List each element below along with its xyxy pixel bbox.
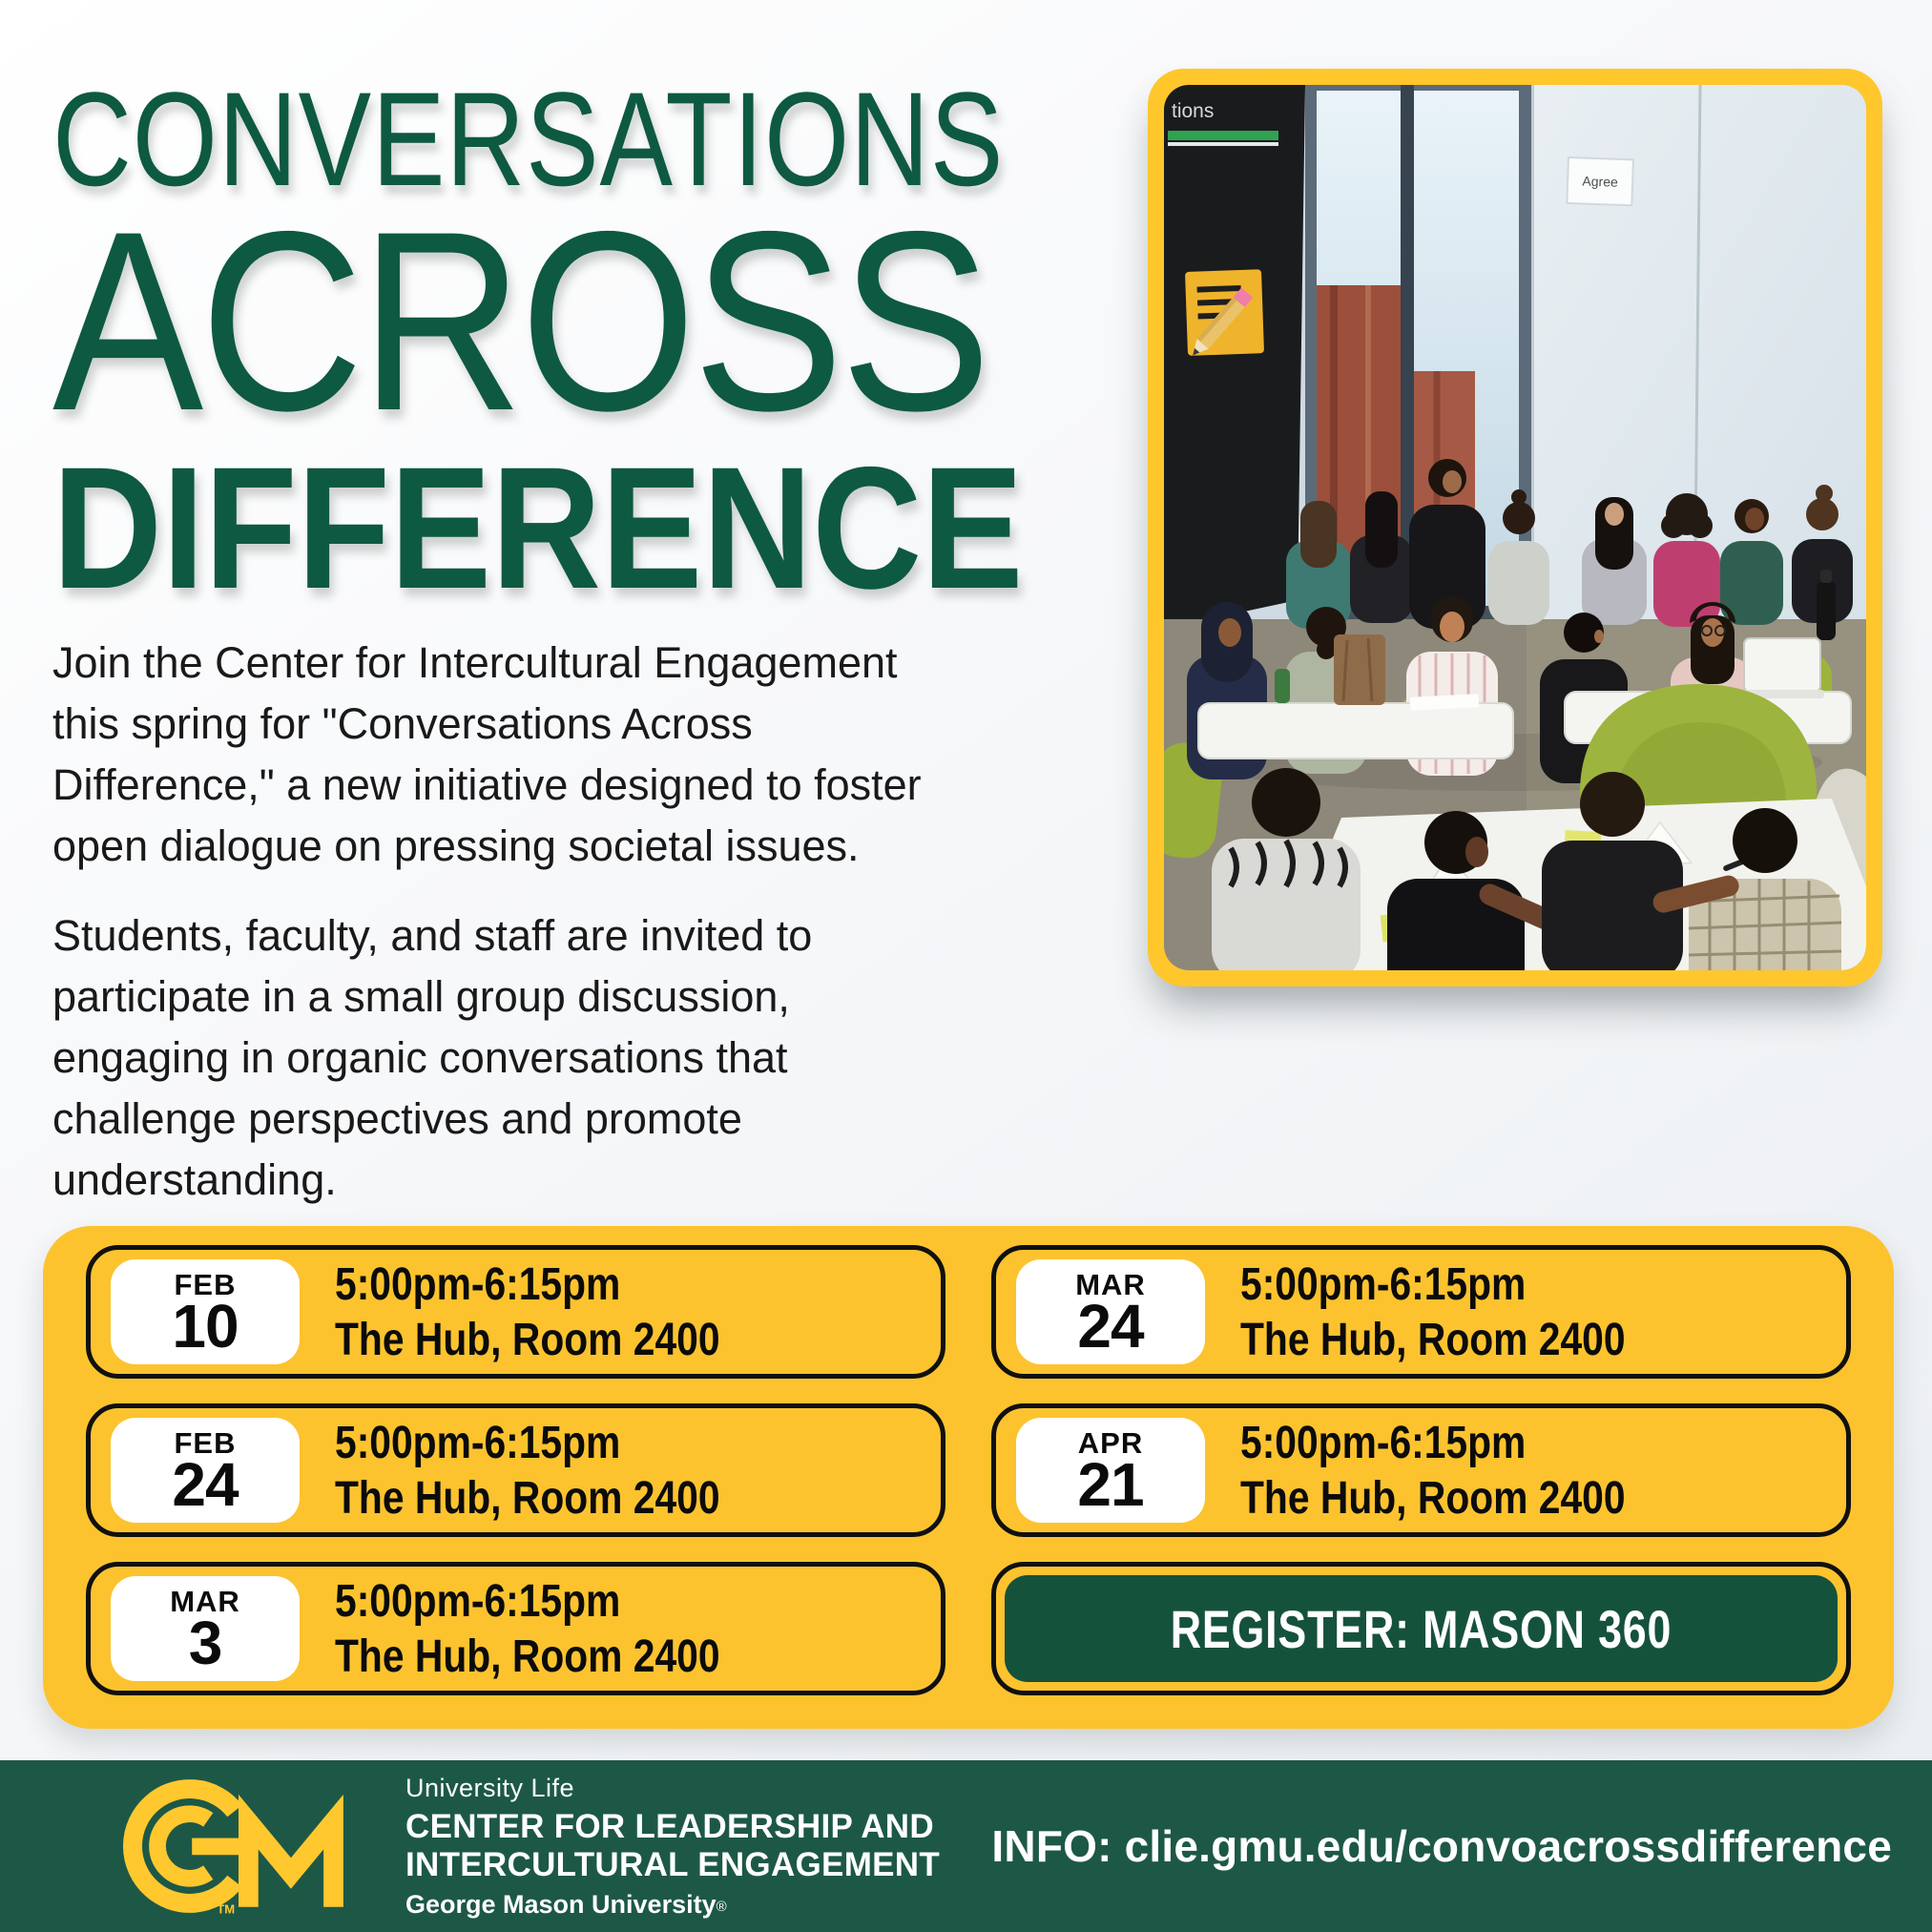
schedule-column-left [86,1245,945,1700]
footer-division: University Life [405,1773,575,1802]
date-box: APR 21 [1016,1418,1205,1523]
title-line-1: CONVERSATIONS [52,64,1005,214]
footer-org-block [405,1774,940,1920]
session-location: The Hub, Room 2400 [1240,1472,1626,1524]
date-box: FEB 24 [111,1418,300,1523]
register-button[interactable] [991,1562,1851,1695]
session-card-feb-24 [86,1403,945,1537]
svg-text:Agree: Agree [1582,173,1619,190]
svg-text:tions: tions [1172,100,1215,122]
classroom-photo [1164,85,1866,970]
register-button-face[interactable] [1005,1575,1838,1682]
schedule-panel [43,1226,1894,1729]
footer-info-url: INFO: clie.gmu.edu/convoacrossdifference [991,1821,1892,1871]
date-box: FEB 10 [111,1259,300,1364]
intro-paragraph-1: Join the Center for Intercultural Engagement this spring for "Conversations Across Difference," a new initiative designed to foster open dialogue on pressing societal issues. [52,638,922,870]
session-time: 5:00pm-6:15pm [335,1417,621,1468]
footer-org-line-1: CENTER FOR LEADERSHIP AND [405,1807,934,1845]
intro-text [52,633,1150,1211]
title-line-2: ACROSS [52,177,988,464]
classroom-illustration [1164,85,1866,970]
session-time: 5:00pm-6:15pm [1240,1417,1527,1468]
session-card-mar-3 [86,1562,945,1695]
registered-mark: ® [716,1898,727,1915]
session-card-apr-21 [991,1403,1851,1537]
session-time: 5:00pm-6:15pm [335,1575,621,1627]
session-location: The Hub, Room 2400 [335,1631,720,1682]
logo-tm-mark: TM [217,1901,236,1916]
session-location: The Hub, Room 2400 [335,1472,720,1524]
footer-org-line-2: INTERCULTURAL ENGAGEMENT [405,1845,941,1883]
gmu-logo [91,1776,377,1916]
session-time: 5:00pm-6:15pm [335,1258,621,1310]
agree-sign [1567,157,1633,205]
date-box: MAR 24 [1016,1259,1205,1364]
session-card-mar-24 [991,1245,1851,1379]
session-time: 5:00pm-6:15pm [1240,1258,1527,1310]
dark-screen-wall [1164,85,1305,629]
title-line-3: DIFFERENCE [52,430,1024,625]
footer [0,1760,1932,1932]
schedule-column-right [991,1245,1851,1700]
footer-university: George Mason University® [405,1889,727,1919]
date-box: MAR 3 [111,1576,300,1681]
session-card-feb-10 [86,1245,945,1379]
note-pencil-icon [1184,269,1264,361]
intro-paragraph-2: Students, faculty, and staff are invited to participate in a small group discussion, engaging in organic conversations that challenge perspectives and promote understanding. [52,911,813,1204]
session-location: The Hub, Room 2400 [1240,1314,1626,1365]
register-label: REGISTER: MASON 360 [1170,1598,1672,1659]
photo-frame [1148,69,1882,987]
session-location: The Hub, Room 2400 [335,1314,720,1365]
